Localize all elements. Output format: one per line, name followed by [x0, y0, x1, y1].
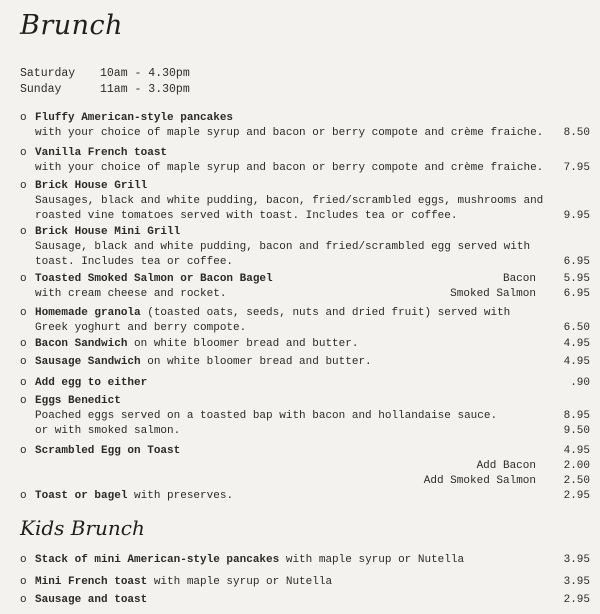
item-description: Greek yoghurt and berry compote.	[35, 322, 247, 334]
bullet-icon: o	[20, 594, 27, 606]
item-description: Sausages, black and white pudding, bacon, fried/scrambled eggs, mushrooms and	[35, 195, 544, 207]
bullet-icon: o	[20, 377, 27, 389]
item-price: 4.95	[563, 356, 590, 368]
item-price: 2.95	[563, 594, 590, 606]
item-inline-text: with preserves.	[127, 490, 234, 502]
item-description: Sausage, black and white pudding, bacon and fried/scrambled egg served with	[35, 241, 531, 253]
hours-time: 10am - 4.30pm	[100, 67, 190, 80]
menu-item	[20, 146, 590, 176]
item-description: with cream cheese and rocket.	[35, 288, 227, 300]
bullet-icon: o	[20, 576, 27, 588]
item-name: Brick House Grill	[35, 180, 148, 192]
item-name: Eggs Benedict	[35, 395, 121, 407]
kids-menu-item	[20, 575, 590, 590]
hours-time: 11am - 3.30pm	[100, 83, 190, 96]
menu-item	[20, 306, 590, 336]
bullet-icon: o	[20, 395, 27, 407]
item-inline-text: with maple syrup or Nutella	[279, 554, 465, 566]
item-name: Sausage Sandwich	[35, 356, 141, 368]
kids-menu-item	[20, 553, 590, 568]
addon-price: 2.00	[563, 460, 590, 472]
item-price: 9.95	[563, 210, 590, 222]
bullet-icon: o	[20, 554, 27, 566]
hours-row	[20, 66, 190, 82]
addon-price: 2.50	[563, 475, 590, 487]
addon-label: Add Smoked Salmon	[423, 475, 536, 487]
option-price: 5.95	[563, 273, 590, 285]
item-name: Vanilla French toast	[35, 147, 168, 159]
item-price: 3.95	[563, 576, 590, 588]
item-price: 4.95	[563, 445, 590, 457]
option-label: Bacon	[502, 273, 536, 285]
hours-day: Saturday	[20, 67, 76, 80]
item-name: Stack of mini American-style pancakes	[35, 554, 280, 566]
item-price: 8.50	[563, 127, 590, 139]
item-price: 2.95	[563, 490, 590, 502]
bullet-icon: o	[20, 226, 27, 238]
brunch-title: Brunch	[20, 10, 124, 41]
menu-item	[20, 355, 590, 370]
item-description: roasted vine tomatoes served with toast. Includes tea or coffee.	[35, 210, 458, 222]
menu-item	[20, 111, 590, 141]
menu-item	[20, 179, 590, 224]
menu-item	[20, 225, 590, 270]
menu-item	[20, 376, 590, 391]
item-inline-text: on white bloomer bread and butter.	[127, 338, 359, 350]
item-name: Toast or bagel	[35, 490, 128, 502]
hours-row	[20, 82, 190, 98]
item-description: Poached eggs served on a toasted bap with bacon and hollandaise sauce.	[35, 410, 498, 422]
bullet-icon: o	[20, 180, 27, 192]
bullet-icon: o	[20, 445, 27, 457]
item-description: or with smoked salmon.	[35, 425, 181, 437]
kids-menu-item	[20, 593, 590, 608]
bullet-icon: o	[20, 307, 27, 319]
menu-item	[20, 444, 590, 489]
bullet-icon: o	[20, 490, 27, 502]
item-price: 6.95	[563, 256, 590, 268]
item-price: 3.95	[563, 554, 590, 566]
item-price: .90	[570, 377, 590, 389]
menu-item	[20, 272, 590, 302]
item-name: Brick House Mini Grill	[35, 226, 181, 238]
item-name: Mini French toast	[35, 576, 148, 588]
item-name: Toasted Smoked Salmon or Bacon Bagel	[35, 273, 273, 285]
item-price: 4.95	[563, 338, 590, 350]
item-price: 9.50	[563, 425, 590, 437]
item-name: Add egg to either	[35, 377, 148, 389]
hours-day: Sunday	[20, 83, 62, 96]
option-label: Smoked Salmon	[450, 288, 536, 300]
item-name: Homemade granola	[35, 307, 141, 319]
opening-hours	[20, 66, 190, 98]
item-price: 8.95	[563, 410, 590, 422]
bullet-icon: o	[20, 273, 27, 285]
kids-brunch-title: Kids Brunch	[20, 516, 145, 540]
item-name: Scrambled Egg on Toast	[35, 445, 181, 457]
item-description: with your choice of maple syrup and bacon or berry compote and crème fraiche.	[35, 127, 544, 139]
menu-item	[20, 394, 590, 439]
item-inline-text: (toasted oats, seeds, nuts and dried fruit) served with	[140, 307, 511, 319]
addon-label: Add Bacon	[476, 460, 536, 472]
item-price: 6.50	[563, 322, 590, 334]
bullet-icon: o	[20, 356, 27, 368]
item-name: Bacon Sandwich	[35, 338, 128, 350]
menu-item	[20, 489, 590, 504]
item-description: toast. Includes tea or coffee.	[35, 256, 234, 268]
item-description: with your choice of maple syrup and bacon or berry compote and crème fraiche.	[35, 162, 544, 174]
item-inline-text: with maple syrup or Nutella	[147, 576, 333, 588]
bullet-icon: o	[20, 338, 27, 350]
menu-item	[20, 337, 590, 352]
item-name: Fluffy American-style pancakes	[35, 112, 234, 124]
item-price: 7.95	[563, 162, 590, 174]
option-price: 6.95	[563, 288, 590, 300]
bullet-icon: o	[20, 147, 27, 159]
item-name: Sausage and toast	[35, 594, 148, 606]
bullet-icon: o	[20, 112, 27, 124]
item-inline-text: on white bloomer bread and butter.	[140, 356, 372, 368]
